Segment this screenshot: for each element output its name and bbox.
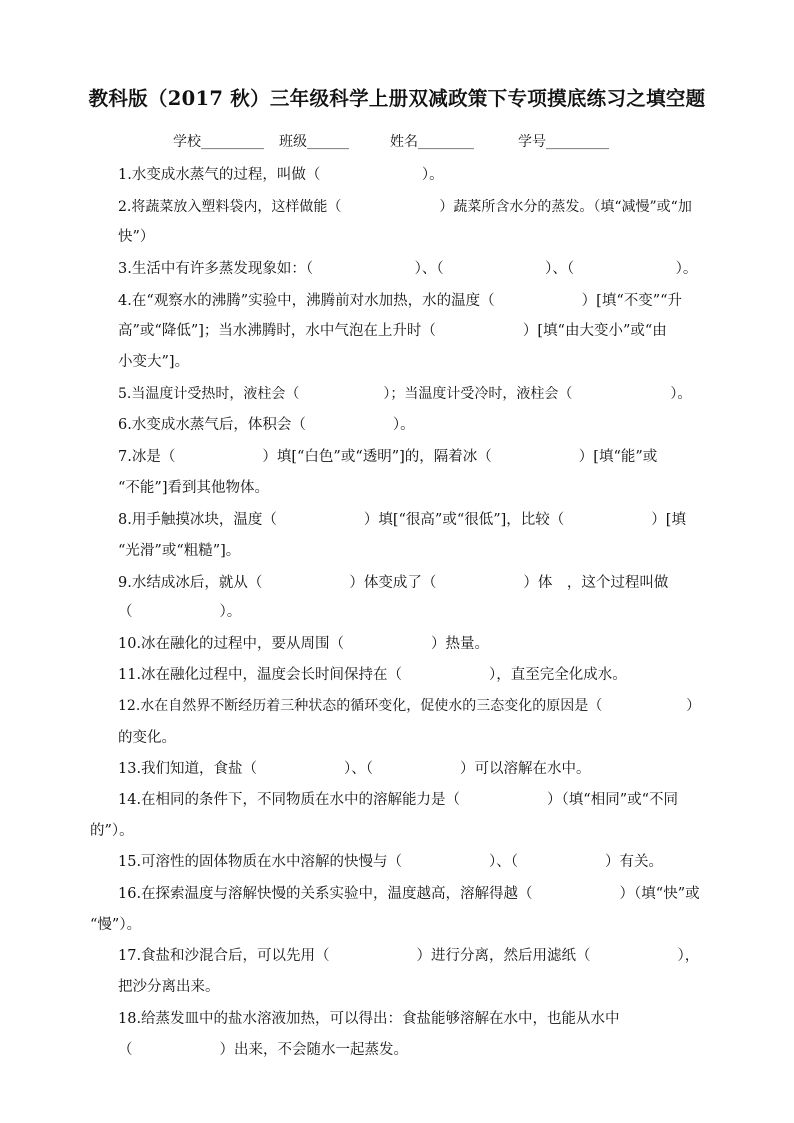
question-10: 10.冰在融化的过程中，要从周围（ ）热量。 (118, 636, 490, 652)
question-18-continued: （ ）出来，不会随水一起蒸发。 (118, 1042, 408, 1058)
question-13: 13.我们知道，食盐（ ）、（ ）可以溶解在水中。 (118, 761, 591, 777)
question-6: 6.水变成水蒸气后，体积会（ ）。 (118, 417, 415, 433)
question-2: 2.将蔬菜放入塑料袋内，这样做能（ ）蔬菜所含水分的蒸发。（填“减慢”或“加 (118, 199, 692, 215)
question-16-continued: “慢”）。 (90, 917, 142, 933)
question-14-continued: 的”）。 (90, 823, 134, 839)
question-11: 11.冰在融化过程中，温度会长时间保持在（ ），直至完全化成水。 (118, 667, 627, 683)
question-7-continued: “不能”]看到其他物体。 (118, 480, 269, 496)
question-9: 9.水结成冰后，就从（ ）体变成了（ ）体 ，这个过程叫做 (118, 575, 669, 591)
question-15: 15.可溶性的固体物质在水中溶解的快慢与（ ）、（ ）有关。 (118, 854, 664, 870)
question-1: 1.水变成水蒸气的过程，叫做（ ）。 (118, 167, 444, 183)
question-8: 8.用手触摸冰块，温度（ ）填[“很高”或“很低”]，比较（ ）[填 (118, 512, 686, 528)
question-5: 5.当温度计受热时，液柱会（ ）；当温度计受冷时，液柱会（ ）。 (118, 386, 692, 402)
question-2-continued: 快”） (118, 229, 155, 245)
student-number-field: 学号_________ (518, 134, 609, 150)
school-field: 学校_________ (173, 134, 264, 150)
question-8-continued: “光滑”或“粗糙”]。 (118, 543, 241, 559)
class-field: 班级______ (279, 134, 349, 150)
name-field: 姓名________ (390, 134, 474, 150)
question-14: 14.在相同的条件下，不同物质在水中的溶解能力是（ ）（填“相同”或“不同 (118, 792, 679, 808)
page-title: 教科版（2017 秋）三年级科学上册双减政策下专项摸底练习之填空题 (88, 87, 706, 110)
question-4: 4.在“观察水的沸腾”实验中，沸腾前对水加热，水的温度（ ）[填“不变”“升 (118, 293, 683, 309)
question-4-continued-2: 小变大”]。 (118, 354, 190, 370)
question-17-continued: 把沙分离出来。 (118, 979, 220, 995)
question-17: 17.食盐和沙混合后，可以先用（ ）进行分离，然后用滤纸（ ）， (118, 948, 700, 964)
question-12: 12.水在自然界不断经历着三种状态的循环变化，促使水的三态变化的原因是（ ） (118, 698, 701, 714)
question-16: 16.在探索温度与溶解快慢的关系实验中，温度越高，溶解得越（ ）（填“快”或 (118, 886, 700, 902)
question-3: 3.生活中有许多蒸发现象如：（ ）、（ ）、（ ）。 (118, 261, 698, 277)
question-7: 7.冰是（ ）填[“白色”或“透明”]的，隔着冰（ ）[填“能”或 (118, 449, 658, 465)
question-12-continued: 的变化。 (118, 730, 176, 746)
question-9-continued: （ ）。 (118, 604, 242, 620)
question-18: 18.给蒸发皿中的盐水溶液加热，可以得出：食盐能够溶解在水中，也能从水中 (118, 1011, 620, 1027)
question-4-continued: 高”或“降低”]；当水沸腾时，水中气泡在上升时（ ）[填“由大变小”或“由 (118, 323, 667, 339)
